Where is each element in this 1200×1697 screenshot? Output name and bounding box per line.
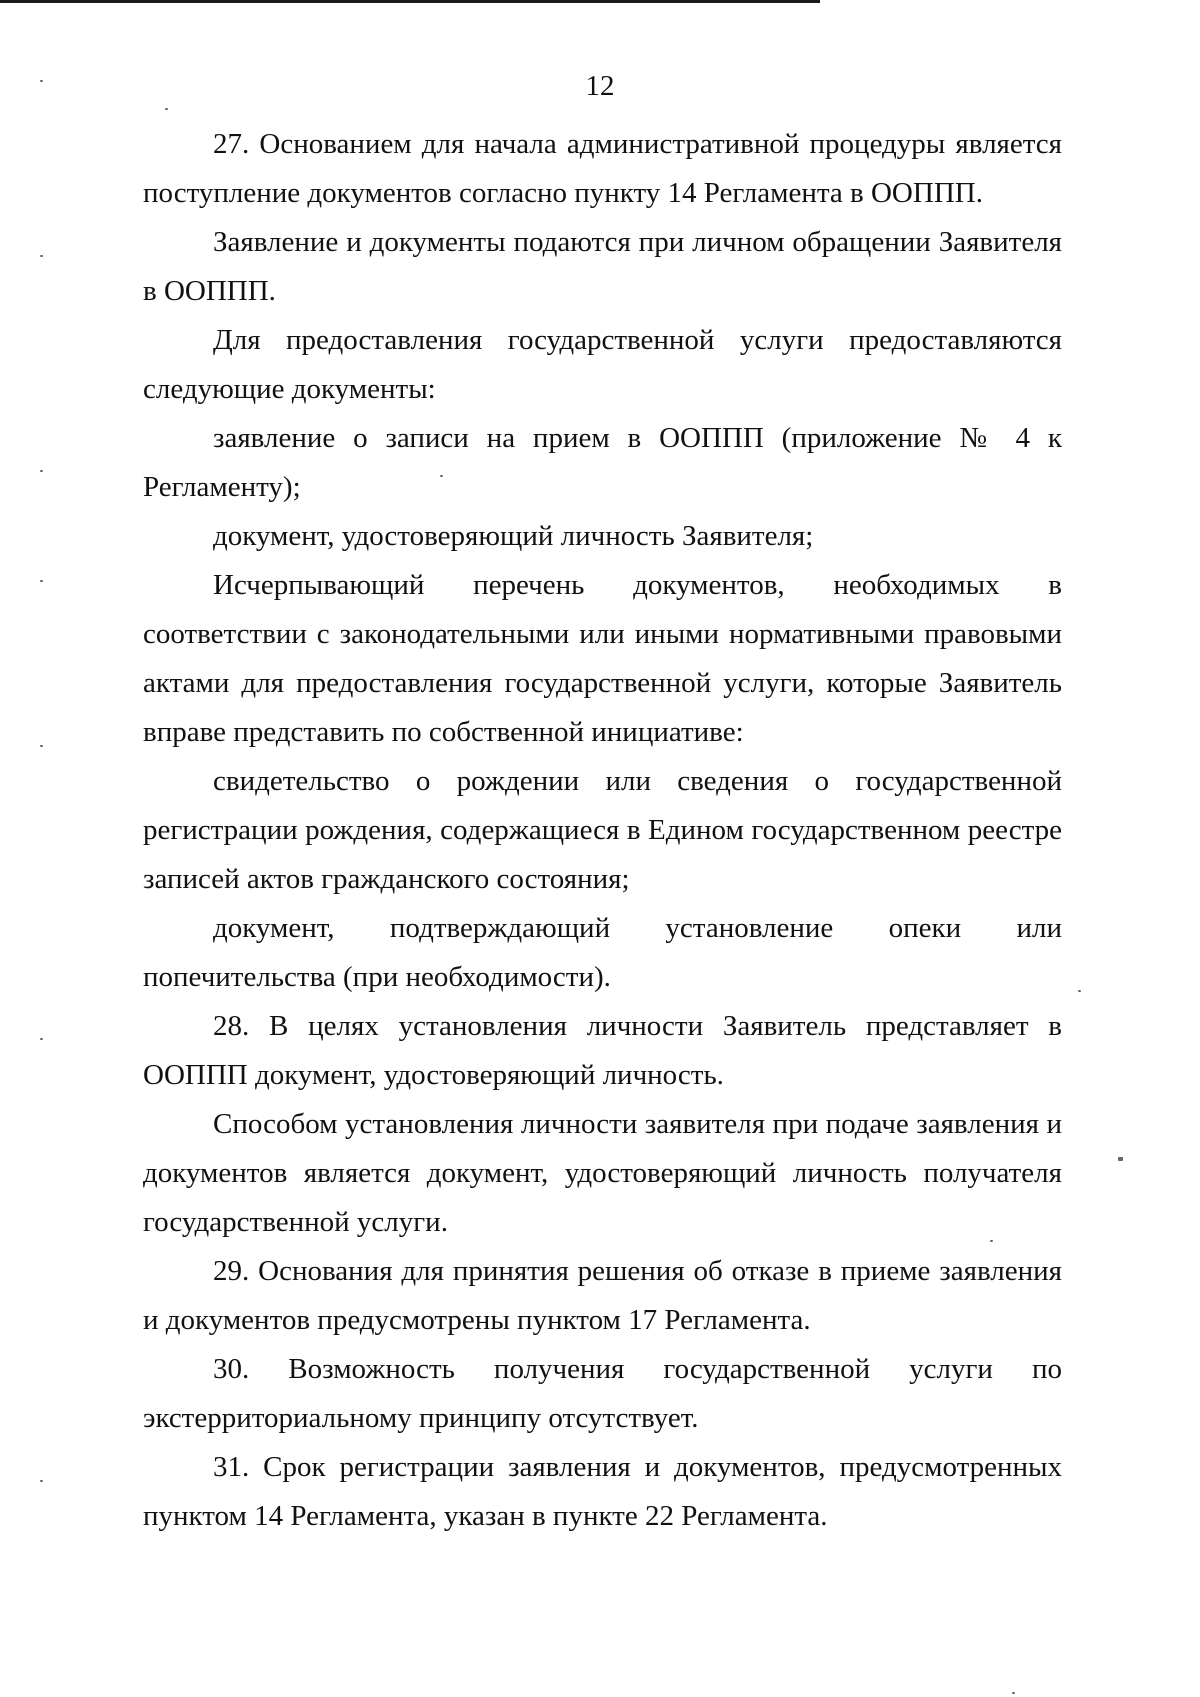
scan-speck bbox=[40, 580, 43, 582]
scan-speck bbox=[40, 255, 43, 257]
scan-speck bbox=[40, 470, 43, 472]
list-item-birth-certificate: свидетельство о рождении или сведения о государственной регистрации рождения, содержащиеся в Едином государственном реестре записей актов гражданского состояния; bbox=[143, 765, 1062, 895]
document-body bbox=[143, 120, 1062, 1541]
list-item-identity-document: документ, удостоверяющий личность Заявителя; bbox=[213, 520, 814, 552]
scan-speck bbox=[990, 1240, 993, 1242]
scan-speck bbox=[40, 1038, 43, 1040]
scan-speck bbox=[1078, 990, 1081, 992]
list-item-application: заявление о записи на прием в ООППП (приложение № 4 к Регламенту); bbox=[143, 422, 1062, 503]
scan-speck bbox=[165, 108, 168, 110]
paragraph-submission: Заявление и документы подаются при личном обращении Заявителя в ООППП. bbox=[143, 226, 1062, 307]
paragraph-27: 27. Основанием для начала административной процедуры является поступление документов согласно пункту 14 Регламента в ООППП. bbox=[143, 128, 1062, 209]
paragraph-31: 31. Срок регистрации заявления и документов, предусмотренных пунктом 14 Регламента, указан в пункте 22 Регламента. bbox=[143, 1451, 1062, 1532]
paragraph-28: 28. В целях установления личности Заявитель представляет в ООППП документ, удостоверяющий личность. bbox=[143, 1010, 1062, 1091]
paragraph-identification-method: Способом установления личности заявителя при подаче заявления и документов является документ, удостоверяющий личность получателя государственной услуги. bbox=[143, 1108, 1062, 1238]
list-item-guardianship-document: документ, подтверждающий установление опеки или попечительства (при необходимости). bbox=[143, 912, 1062, 993]
paragraph-29: 29. Основания для принятия решения об отказе в приеме заявления и документов предусмотрены пунктом 17 Регламента. bbox=[143, 1255, 1062, 1336]
scan-speck bbox=[40, 1480, 43, 1482]
paragraph-30: 30. Возможность получения государственной услуги по экстерриториальному принципу отсутствует. bbox=[143, 1353, 1062, 1434]
scan-speck bbox=[40, 745, 43, 747]
scan-speck bbox=[40, 80, 43, 82]
paragraph-exhaustive-list: Исчерпывающий перечень документов, необходимых в соответствии с законодательными или иными нормативными правовыми актами для предоставления государственной услуги, которые Заявитель вправе представить по собственной инициативе: bbox=[143, 569, 1062, 748]
scan-speck bbox=[1012, 1692, 1015, 1694]
page-number: 12 bbox=[585, 70, 615, 102]
paragraph-documents-intro: Для предоставления государственной услуги предоставляются следующие документы: bbox=[143, 324, 1062, 405]
top-border-line bbox=[0, 0, 820, 3]
scan-speck bbox=[1118, 1157, 1123, 1161]
scan-speck bbox=[440, 475, 443, 477]
